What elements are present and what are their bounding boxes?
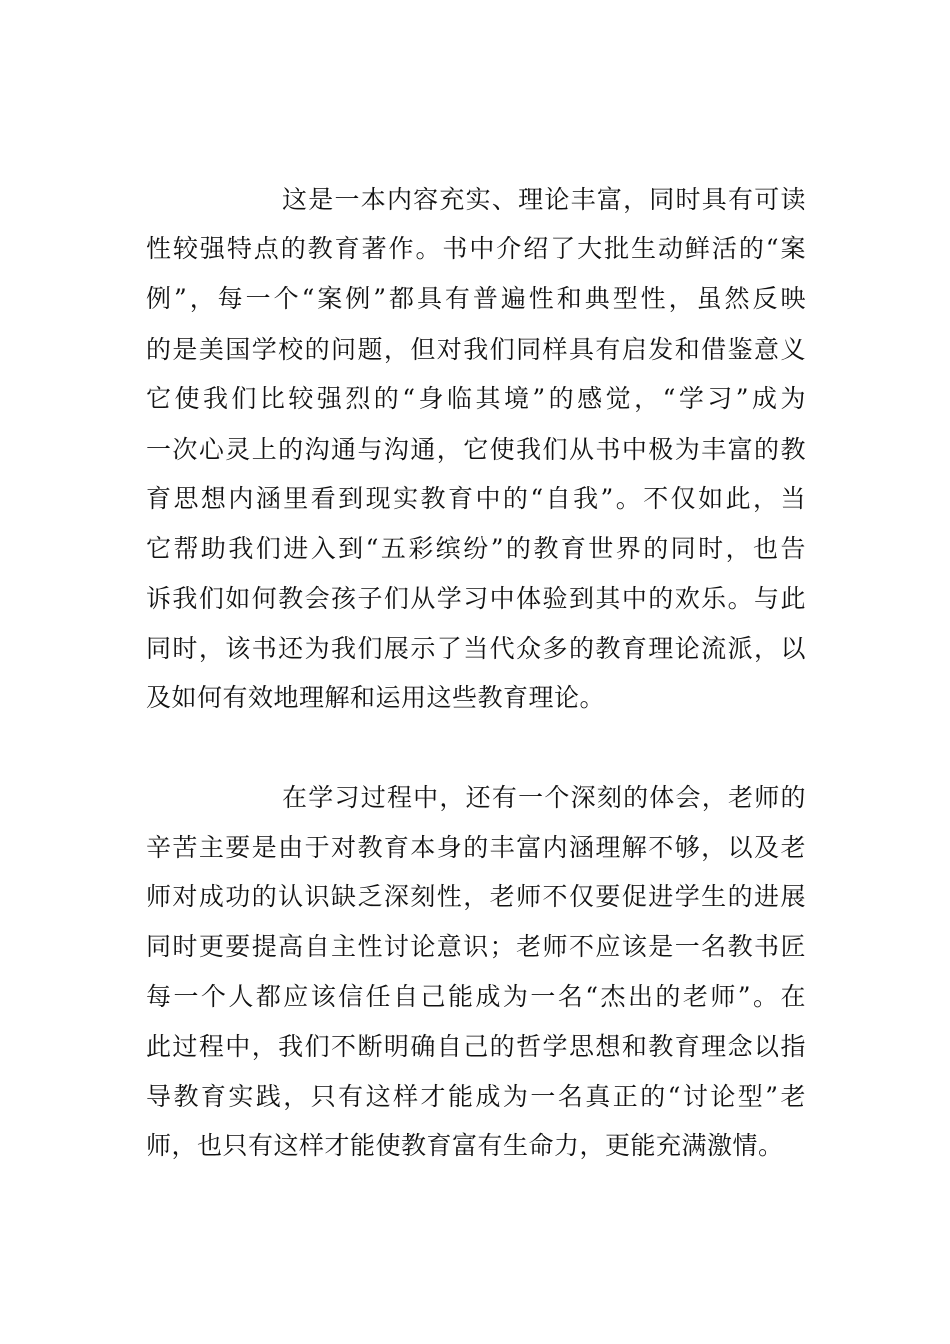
paragraph-line: 及如何有效地理解和运用这些教育理论。 <box>146 683 606 712</box>
paragraph-line: 一次心灵上的沟通与沟通，它使我们从书中极为丰富的教 <box>146 435 806 464</box>
paragraph-line: 辛苦主要是由于对教育本身的丰富内涵理解不够，以及老 <box>146 833 806 862</box>
paragraph-line: 诉我们如何教会孩子们从学习中体验到其中的欢乐。与此 <box>146 584 806 613</box>
paragraph-line: 导教育实践，只有这样才能成为一名真正的“讨论型”老 <box>146 1082 806 1111</box>
paragraph-line: 此过程中，我们不断明确自己的哲学思想和教育理念以指 <box>146 1032 806 1061</box>
paragraph-line: 同时更要提高自主性讨论意识；老师不应该是一名教书匠 <box>146 932 806 961</box>
paragraph-line: 的是美国学校的问题，但对我们同样具有启发和借鉴意义 <box>146 335 806 364</box>
paragraph-line: 它使我们比较强烈的“身临其境”的感觉，“学习”成为 <box>146 384 806 413</box>
paragraph-line: 例”，每一个“案例”都具有普遍性和典型性，虽然反映 <box>146 284 806 313</box>
paragraph-line: 师，也只有这样才能使教育富有生命力，更能充满激情。 <box>146 1131 784 1160</box>
paragraph-line: 每一个人都应该信任自己能成为一名“杰出的老师”。在 <box>146 982 806 1011</box>
paragraph-line: 在学习过程中，还有一个深刻的体会，老师的 <box>282 783 806 812</box>
paragraph-line: 同时，该书还为我们展示了当代众多的教育理论流派，以 <box>146 634 806 663</box>
paragraph-line: 性较强特点的教育著作。书中介绍了大批生动鲜活的“案 <box>146 234 806 263</box>
paragraph-line: 它帮助我们进入到“五彩缤纷”的教育世界的同时，也告 <box>146 534 806 563</box>
paragraph-line: 师对成功的认识缺乏深刻性，老师不仅要促进学生的进展 <box>146 882 806 911</box>
paragraph-line: 育思想内涵里看到现实教育中的“自我”。不仅如此，当 <box>146 484 806 513</box>
paragraph-line: 这是一本内容充实、理论丰富，同时具有可读 <box>282 185 806 214</box>
